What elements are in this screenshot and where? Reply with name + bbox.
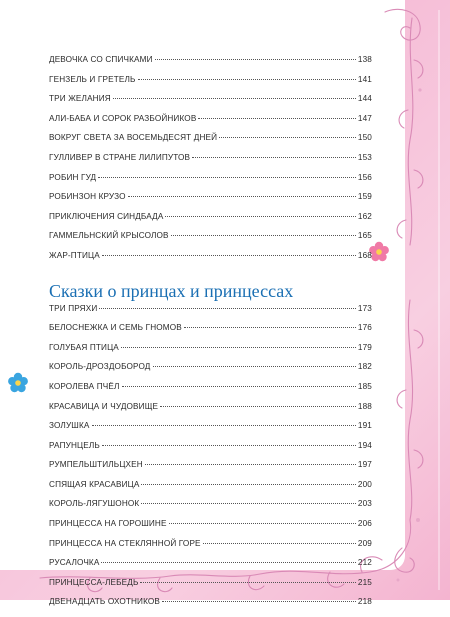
toc-entry[interactable] bbox=[49, 114, 372, 134]
dot-leader bbox=[145, 464, 356, 465]
dot-leader bbox=[141, 484, 355, 485]
toc-entry-title: АЛИ-БАБА И СОРОК РАЗБОЙНИКОВ bbox=[49, 113, 197, 123]
toc-entry-page-number: 218 bbox=[357, 597, 372, 607]
toc-entry-page-number: 182 bbox=[357, 362, 372, 372]
dot-leader bbox=[219, 137, 356, 138]
toc-entry[interactable] bbox=[49, 75, 372, 95]
toc-entry-title: ПРИНЦЕССА НА СТЕКЛЯННОЙ ГОРЕ bbox=[49, 538, 201, 548]
toc-entry[interactable] bbox=[49, 362, 372, 382]
toc-entry[interactable] bbox=[49, 343, 372, 363]
toc-entry-title: ЗОЛУШКА bbox=[49, 421, 90, 431]
toc-entry-page-number: 153 bbox=[357, 152, 372, 162]
toc-entry[interactable] bbox=[49, 558, 372, 578]
toc-entry-page-number: 206 bbox=[357, 519, 372, 529]
toc-entry-title: РУСАЛОЧКА bbox=[49, 558, 100, 568]
toc-entry[interactable] bbox=[49, 402, 372, 422]
toc-entry[interactable] bbox=[49, 173, 372, 193]
toc-entry-title: РОБИН ГУД bbox=[49, 172, 97, 182]
dot-leader bbox=[141, 503, 356, 504]
dot-leader bbox=[184, 327, 356, 328]
toc-entry-title: ПРИКЛЮЧЕНИЯ СИНДБАДА bbox=[49, 211, 164, 221]
toc-entry-page-number: 162 bbox=[357, 211, 372, 221]
toc-entry-title: РАПУНЦЕЛЬ bbox=[49, 440, 100, 450]
toc-entry[interactable] bbox=[49, 382, 372, 402]
dot-leader bbox=[153, 366, 356, 367]
toc-entry[interactable] bbox=[49, 153, 372, 173]
toc-group-1 bbox=[49, 55, 372, 271]
toc-entry[interactable] bbox=[49, 231, 372, 251]
toc-entry[interactable] bbox=[49, 480, 372, 500]
toc-entry-page-number: 212 bbox=[357, 558, 372, 568]
toc-entry-page-number: 185 bbox=[357, 381, 372, 391]
toc-entry-title: ГУЛЛИВЕР В СТРАНЕ ЛИЛИПУТОВ bbox=[49, 152, 191, 162]
toc-entry-page-number: 215 bbox=[357, 577, 372, 587]
toc-entry-title: КРАСАВИЦА И ЧУДОВИЩЕ bbox=[49, 401, 159, 411]
toc-entry[interactable] bbox=[49, 212, 372, 232]
toc-entry[interactable] bbox=[49, 133, 372, 153]
toc-entry-title: ДВЕНАДЦАТЬ ОХОТНИКОВ bbox=[49, 597, 161, 607]
toc-entry-title: СПЯЩАЯ КРАСАВИЦА bbox=[49, 479, 140, 489]
toc-entry-page-number: 138 bbox=[357, 55, 372, 64]
dot-leader bbox=[92, 425, 356, 426]
dot-leader bbox=[113, 98, 356, 99]
dot-leader bbox=[171, 235, 356, 236]
toc-entry-title: ДЕВОЧКА СО СПИЧКАМИ bbox=[49, 55, 153, 64]
dot-leader bbox=[160, 406, 356, 407]
toc-group-2 bbox=[49, 304, 372, 617]
toc-entry[interactable] bbox=[49, 55, 372, 75]
toc-entry-title: ПРИНЦЕССА-ЛЕБЕДЬ bbox=[49, 577, 139, 587]
toc-entry-page-number: 179 bbox=[357, 342, 372, 352]
toc-entry[interactable] bbox=[49, 251, 372, 271]
toc-entry-title: РУМПЕЛЬШТИЛЬЦХЕН bbox=[49, 460, 143, 470]
toc-entry-page-number: 168 bbox=[357, 250, 372, 260]
dot-leader bbox=[138, 79, 356, 80]
dot-leader bbox=[140, 582, 355, 583]
toc-entry-title: ЖАР-ПТИЦА bbox=[49, 250, 100, 260]
dot-leader bbox=[192, 157, 356, 158]
toc-entry-page-number: 156 bbox=[357, 172, 372, 182]
toc-entry-title: ВОКРУГ СВЕТА ЗА ВОСЕМЬДЕСЯТ ДНЕЙ bbox=[49, 133, 218, 143]
toc-entry[interactable] bbox=[49, 323, 372, 343]
toc-entry-title: ПРИНЦЕССА НА ГОРОШИНЕ bbox=[49, 519, 167, 529]
toc-entry-page-number: 165 bbox=[357, 231, 372, 241]
dot-leader bbox=[203, 543, 356, 544]
toc-entry-page-number: 176 bbox=[357, 323, 372, 333]
toc-entry-page-number: 159 bbox=[357, 192, 372, 202]
toc-entry-title: ГЕНЗЕЛЬ И ГРЕТЕЛЬ bbox=[49, 74, 136, 84]
toc-entry-page-number: 203 bbox=[357, 499, 372, 509]
toc-entry[interactable] bbox=[49, 192, 372, 212]
toc-entry[interactable] bbox=[49, 441, 372, 461]
dot-leader bbox=[165, 216, 355, 217]
toc-entry-page-number: 188 bbox=[357, 401, 372, 411]
toc-entry-page-number: 197 bbox=[357, 460, 372, 470]
dot-leader bbox=[155, 59, 356, 60]
background-stripe bbox=[438, 10, 440, 590]
toc-entry-page-number: 200 bbox=[357, 479, 372, 489]
toc-entry-title: РОБИНЗОН КРУЗО bbox=[49, 192, 126, 202]
toc-entry-page-number: 147 bbox=[357, 113, 372, 123]
table-of-contents bbox=[49, 55, 372, 617]
toc-entry[interactable] bbox=[49, 499, 372, 519]
toc-entry-title: КОРОЛЕВА ПЧЁЛ bbox=[49, 381, 120, 391]
toc-entry-title: ТРИ ЖЕЛАНИЯ bbox=[49, 94, 111, 104]
toc-entry-title: БЕЛОСНЕЖКА И СЕМЬ ГНОМОВ bbox=[49, 323, 182, 333]
toc-entry-title: КОРОЛЬ-ДРОЗДОБОРОД bbox=[49, 362, 151, 372]
dot-leader bbox=[128, 196, 356, 197]
toc-entry-page-number: 194 bbox=[357, 440, 372, 450]
toc-entry[interactable] bbox=[49, 94, 372, 114]
toc-entry[interactable] bbox=[49, 519, 372, 539]
dot-leader bbox=[102, 445, 356, 446]
toc-entry-page-number: 150 bbox=[357, 133, 372, 143]
blue-flower-icon bbox=[7, 372, 29, 394]
dot-leader bbox=[121, 347, 356, 348]
toc-entry-page-number: 141 bbox=[357, 74, 372, 84]
toc-entry-title: ГАММЕЛЬНСКИЙ КРЫСОЛОВ bbox=[49, 231, 169, 241]
toc-entry[interactable] bbox=[49, 304, 372, 324]
dot-leader bbox=[198, 118, 355, 119]
toc-entry-title: КОРОЛЬ-ЛЯГУШОНОК bbox=[49, 499, 140, 509]
dot-leader bbox=[101, 562, 355, 563]
dot-leader bbox=[98, 177, 356, 178]
section-heading: Сказки о принцах и принцессах bbox=[49, 280, 294, 301]
toc-entry-page-number: 144 bbox=[357, 94, 372, 104]
toc-entry[interactable] bbox=[49, 460, 372, 480]
toc-entry[interactable] bbox=[49, 421, 372, 441]
toc-entry-page-number: 209 bbox=[357, 538, 372, 548]
toc-entry-title: ТРИ ПРЯХИ bbox=[49, 303, 98, 313]
dot-leader bbox=[122, 386, 356, 387]
toc-entry[interactable] bbox=[49, 597, 372, 617]
toc-entry[interactable] bbox=[49, 539, 372, 559]
dot-leader bbox=[99, 308, 355, 309]
toc-entry-title: ГОЛУБАЯ ПТИЦА bbox=[49, 342, 119, 352]
toc-entry[interactable] bbox=[49, 578, 372, 598]
dot-leader bbox=[162, 601, 356, 602]
dot-leader bbox=[102, 255, 356, 256]
toc-entry-page-number: 173 bbox=[357, 303, 372, 313]
toc-entry-page-number: 191 bbox=[357, 421, 372, 431]
dot-leader bbox=[169, 523, 356, 524]
